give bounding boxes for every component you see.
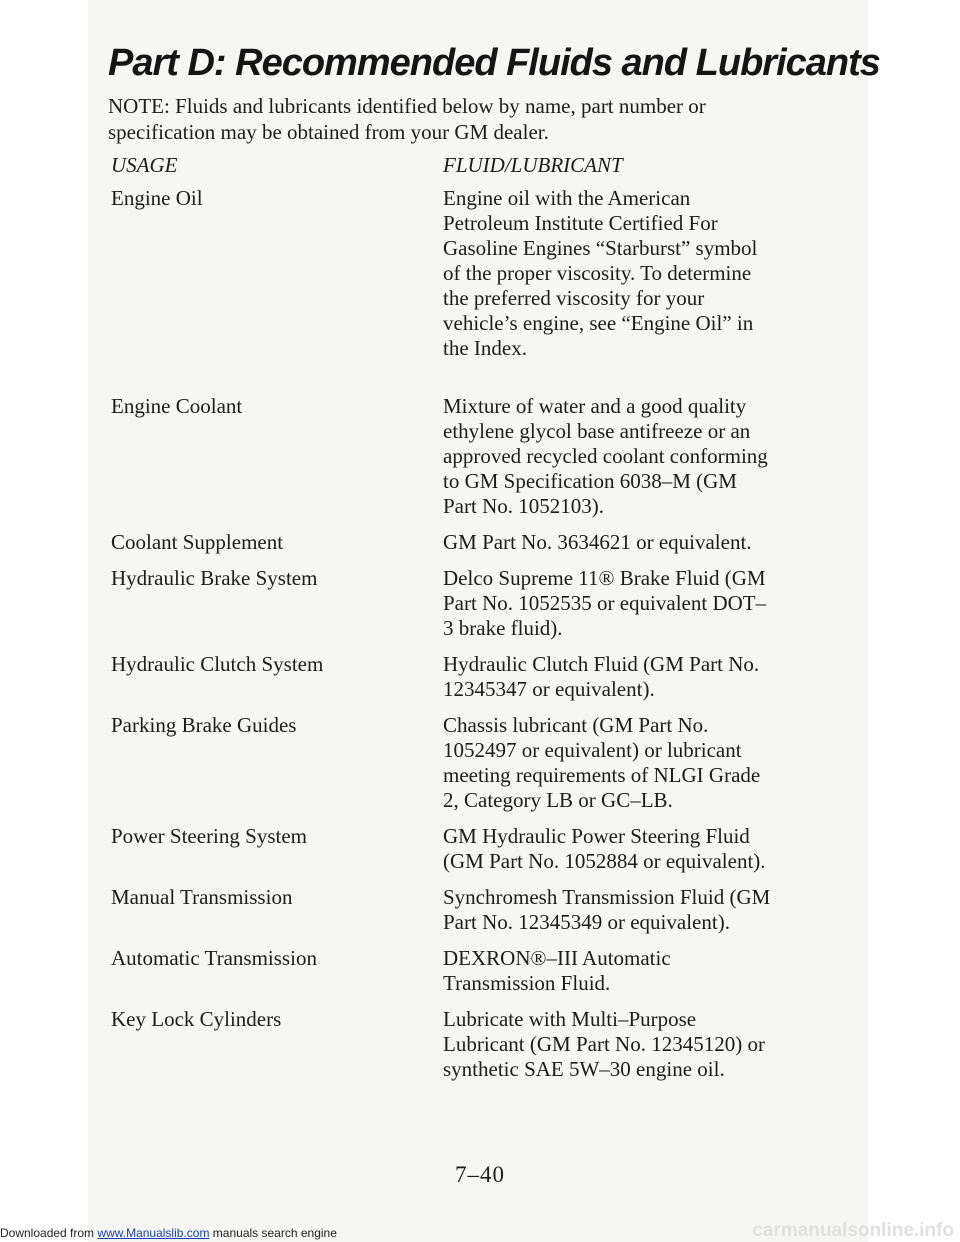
table-row [111,394,811,519]
table-row [111,713,811,813]
usage-cell: Manual Transmission [111,885,293,909]
manualslib-link[interactable]: www.Manualslib.com [97,1226,210,1240]
table-row [111,530,811,555]
usage-cell: Parking Brake Guides [111,713,297,737]
usage-cell: Hydraulic Clutch System [111,652,324,676]
fluid-cell: Hydraulic Clutch Fluid (GM Part No. 12345347 or equivalent). [443,652,760,701]
usage-cell: Engine Coolant [111,394,243,418]
page-number: 7–40 [455,1162,505,1187]
fluid-cell: GM Part No. 3634621 or equivalent. [443,530,752,554]
download-prefix: Downloaded from [0,1226,95,1240]
table-row [111,1007,811,1082]
download-credit [0,1226,337,1240]
fluid-cell: Chassis lubricant (GM Part No. 1052497 or equivalent) or lubricant meeting requirements of NLGI Grade 2, Category LB or GC–LB. [443,713,761,812]
table-row [111,946,811,996]
table-row [111,186,811,361]
table-row [111,885,811,935]
fluid-cell: Mixture of water and a good quality ethylene glycol base antifreeze or an approved recycled coolant conforming to GM Specification 6038–M (GM Part No. 1052103). [443,394,768,518]
usage-cell: Coolant Supplement [111,530,284,554]
usage-cell: Power Steering System [111,824,307,848]
page-title: Part D: Recommended Fluids and Lubricants [108,42,880,84]
table-row [111,652,811,702]
usage-cell: Automatic Transmission [111,946,317,970]
table-row [111,566,811,641]
fluid-cell: DEXRON®–III Automatic Transmission Fluid. [443,946,671,995]
fluid-column-header: FLUID/LUBRICANT [443,153,623,177]
fluid-cell: Lubricate with Multi–Purpose Lubricant (GM Part No. 12345120) or synthetic SAE 5W–30 engine oil. [443,1007,765,1081]
dealer-note: NOTE: Fluids and lubricants identified below by name, part number or specification may be obtained from your GM dealer. [108,94,706,144]
download-suffix: manuals search engine [212,1226,337,1240]
fluid-cell: Synchromesh Transmission Fluid (GM Part No. 12345349 or equivalent). [443,885,771,934]
watermark: carmanualsonline.info [752,1220,954,1241]
usage-column-header: USAGE [111,153,178,177]
fluid-cell: GM Hydraulic Power Steering Fluid (GM Part No. 1052884 or equivalent). [443,824,766,873]
fluid-cell: Delco Supreme 11® Brake Fluid (GM Part No. 1052535 or equivalent DOT–3 brake fluid). [443,566,767,640]
usage-cell: Hydraulic Brake System [111,566,318,590]
fluids-table [111,186,811,1093]
fluid-cell: Engine oil with the American Petroleum Institute Certified For Gasoline Engines “Starburst” symbol of the proper viscosity. To determine the preferred viscosity for your vehicle’s engine, see “Engine Oil” in the Index. [443,186,758,360]
usage-cell: Key Lock Cylinders [111,1007,282,1031]
table-row [111,824,811,874]
usage-cell: Engine Oil [111,186,203,210]
